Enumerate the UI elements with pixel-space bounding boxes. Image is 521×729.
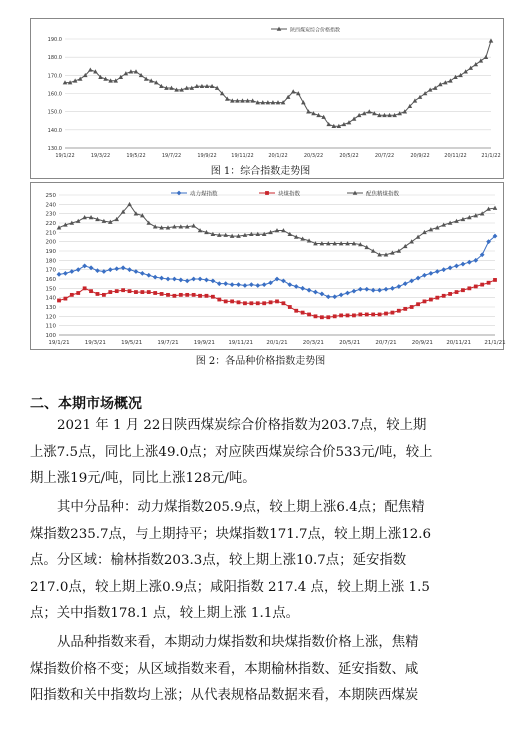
data-point — [217, 298, 221, 302]
data-point — [493, 278, 497, 282]
data-point — [108, 267, 113, 272]
y-tick-label: 130 — [45, 305, 56, 311]
paragraph-2 — [30, 495, 494, 628]
data-point — [365, 313, 369, 317]
y-tick-label: 120 — [45, 314, 56, 321]
series-points — [57, 278, 497, 319]
x-tick-label: 20/9/21 — [411, 340, 433, 346]
data-point — [294, 309, 298, 313]
legend-marker — [177, 191, 182, 196]
data-point — [391, 311, 395, 315]
data-point — [455, 290, 459, 294]
y-tick-label: 230 — [45, 211, 56, 218]
x-tick-label: 19/1/22 — [55, 153, 75, 159]
paragraph-1 — [30, 413, 494, 493]
data-point — [243, 283, 248, 288]
y-tick-label: 100 — [45, 333, 56, 339]
paragraph-line: 其中分品种：动力煤指数205.9点，较上期上涨6.4点；配焦精 — [57, 500, 425, 515]
data-point — [70, 293, 74, 297]
data-point — [115, 289, 119, 293]
data-point — [442, 294, 446, 298]
data-point — [78, 77, 83, 81]
data-point — [346, 314, 350, 318]
data-point — [204, 278, 209, 283]
data-point — [301, 311, 305, 315]
data-point — [320, 315, 324, 319]
data-point — [236, 282, 241, 287]
paragraph-line: 217.0点，较上期上涨0.9点；咸阳指数 217.4 点，较上期上涨 1.5 — [30, 579, 430, 595]
data-point — [300, 286, 305, 291]
y-tick-label: 240 — [45, 202, 56, 209]
figure-2-caption: 图 2：各品种价格指数走势图 — [195, 356, 326, 367]
data-point — [179, 293, 183, 297]
data-point — [243, 301, 247, 305]
data-point — [268, 280, 273, 285]
x-tick-label: 19/11/21 — [228, 340, 254, 346]
data-point — [166, 277, 171, 282]
data-point — [159, 276, 164, 281]
x-tick-label: 19/3/21 — [84, 340, 106, 346]
data-point — [57, 272, 62, 277]
legend-item — [259, 190, 301, 198]
y-tick-label: 140.0 — [47, 127, 62, 134]
data-point — [127, 202, 132, 206]
data-point — [217, 281, 222, 286]
paragraph-line: 煤指数价格不变；从区域指数来看，本期榆林指数、延安指数、咸 — [30, 661, 419, 677]
data-point — [89, 289, 93, 293]
y-tick-label: 160 — [45, 277, 56, 283]
x-tick-label: 19/7/21 — [157, 340, 179, 346]
x-tick-label: 20/3/22 — [303, 153, 324, 159]
x-tick-label: 21/1/21 — [484, 340, 506, 346]
data-point — [352, 289, 357, 294]
data-point — [410, 305, 414, 309]
y-tick-label: 170.0 — [47, 73, 62, 80]
figure-2-frame — [30, 182, 504, 350]
x-tick-label: 20/11/22 — [444, 153, 467, 159]
data-point — [255, 283, 260, 288]
data-point — [83, 286, 87, 290]
data-point — [191, 223, 196, 227]
y-tick-label: 170 — [45, 267, 56, 274]
data-point — [345, 291, 350, 296]
x-tick-label: 21/1/22 — [481, 153, 501, 159]
legend-item — [347, 190, 400, 198]
data-point — [307, 313, 311, 317]
data-point — [262, 301, 266, 305]
y-tick-label: 190.0 — [47, 37, 62, 43]
data-point — [467, 286, 471, 290]
data-point — [140, 271, 145, 276]
figure-1-frame — [30, 18, 504, 179]
data-point — [461, 288, 465, 292]
paragraph-line: 2021 年 1 月 22日陕西煤炭综合价格指数为203.7点，较上期 — [57, 418, 427, 433]
data-point — [326, 315, 330, 319]
y-tick-label: 250 — [45, 193, 56, 199]
data-point — [378, 313, 382, 317]
data-point — [108, 290, 112, 294]
data-point — [178, 278, 183, 283]
data-point — [418, 95, 423, 99]
data-point — [82, 264, 87, 269]
y-tick-label: 200 — [45, 239, 56, 246]
data-point — [423, 300, 427, 304]
x-tick-label: 20/5/22 — [339, 153, 359, 159]
data-point — [480, 283, 484, 287]
data-point — [64, 297, 68, 301]
data-point — [339, 292, 344, 297]
data-point — [435, 296, 439, 300]
x-tick-label: 19/3/22 — [90, 153, 111, 159]
data-point — [256, 301, 260, 305]
data-point — [287, 282, 292, 287]
data-point — [275, 300, 279, 304]
data-point — [473, 62, 478, 66]
data-point — [76, 291, 80, 295]
y-tick-label: 130.0 — [47, 146, 62, 152]
data-point — [114, 266, 119, 271]
data-point — [339, 314, 343, 318]
data-point — [352, 117, 357, 121]
data-point — [413, 98, 418, 102]
data-point — [63, 271, 68, 276]
data-point — [282, 301, 286, 305]
data-point — [205, 294, 209, 298]
data-point — [198, 294, 202, 298]
series-line — [59, 236, 495, 297]
data-point — [191, 277, 196, 282]
data-point — [249, 301, 253, 305]
data-point — [371, 313, 375, 317]
data-point — [146, 273, 151, 278]
data-point — [230, 300, 234, 304]
data-point — [88, 67, 93, 71]
y-tick-label: 180 — [45, 258, 56, 265]
data-point — [237, 300, 241, 304]
paragraph-line: 点；关中指数178.1 点，较上期上涨 1.1点。 — [30, 606, 300, 621]
data-point — [134, 290, 138, 294]
data-point — [333, 314, 337, 318]
legend-label: 陕西煤炭综合价格指数 — [290, 27, 341, 34]
data-point — [288, 305, 292, 309]
data-point — [493, 206, 498, 210]
legend-item — [271, 27, 340, 34]
data-point — [128, 289, 132, 293]
x-tick-label: 20/7/22 — [374, 153, 395, 159]
data-point — [147, 290, 151, 294]
data-point — [159, 84, 164, 88]
x-tick-label: 19/5/22 — [126, 153, 146, 159]
paragraph-line: 期上涨19元/吨，同比上涨128元/吨。 — [30, 471, 256, 486]
data-point — [172, 277, 177, 282]
data-point — [347, 120, 352, 124]
data-point — [403, 281, 408, 286]
data-point — [313, 290, 318, 295]
data-point — [76, 219, 81, 223]
data-point — [301, 100, 306, 104]
data-point — [224, 300, 228, 304]
data-point — [319, 292, 324, 297]
y-tick-label: 110 — [45, 323, 56, 330]
y-tick-label: 160.0 — [47, 91, 62, 98]
y-tick-label: 210 — [45, 230, 56, 237]
y-tick-label: 150 — [45, 286, 56, 293]
data-point — [249, 282, 254, 287]
data-point — [487, 281, 491, 285]
data-point — [102, 293, 106, 297]
legend-label: 配焦精煤指数 — [366, 191, 400, 198]
x-tick-label: 20/11/21 — [446, 340, 472, 346]
x-tick-label: 19/1/21 — [48, 340, 70, 346]
data-point — [153, 291, 157, 295]
x-tick-label: 20/7/21 — [375, 340, 397, 346]
y-tick-label: 150.0 — [47, 109, 62, 116]
x-tick-label: 20/5/21 — [339, 340, 361, 346]
data-point — [384, 312, 388, 316]
data-point — [140, 290, 144, 294]
data-point — [448, 292, 452, 296]
data-point — [448, 78, 453, 82]
data-point — [416, 302, 420, 306]
y-tick-label: 220 — [45, 221, 56, 227]
data-point — [326, 294, 331, 299]
data-point — [223, 281, 228, 286]
figure-1-caption: 图 1：综合指数走势图 — [210, 166, 311, 177]
data-point — [429, 298, 433, 302]
data-point — [160, 292, 164, 296]
series-points — [63, 38, 494, 128]
data-point — [57, 299, 61, 303]
paragraph-line: 点。分区域：榆林指数203.3点，较上期上涨10.7点；延安指数 — [30, 553, 407, 568]
chart-composite-index — [31, 19, 503, 178]
data-point — [192, 293, 196, 297]
data-point — [96, 292, 100, 296]
data-point — [332, 294, 337, 299]
legend-marker — [265, 191, 269, 195]
data-point — [144, 77, 149, 81]
data-point — [479, 58, 484, 62]
data-point — [358, 313, 362, 317]
data-point — [314, 314, 318, 318]
x-tick-label: 20/9/22 — [410, 153, 430, 159]
data-point — [403, 307, 407, 311]
data-point — [384, 287, 389, 292]
data-point — [173, 294, 177, 298]
data-point — [454, 264, 459, 269]
data-point — [428, 271, 433, 276]
legend-item — [171, 190, 218, 198]
y-tick-label: 180.0 — [47, 55, 62, 62]
data-point — [198, 277, 203, 282]
data-point — [275, 277, 280, 282]
section-heading: 二、本期市场概况 — [30, 396, 142, 412]
x-tick-label: 19/11/22 — [231, 153, 254, 159]
data-point — [422, 273, 427, 278]
data-point — [441, 267, 446, 272]
y-tick-label: 190 — [45, 249, 56, 255]
data-point — [76, 267, 81, 272]
data-point — [121, 288, 125, 292]
data-point — [153, 224, 158, 228]
data-point — [390, 286, 395, 291]
x-tick-label: 20/3/21 — [302, 340, 324, 346]
x-tick-label: 19/7/22 — [161, 153, 182, 159]
data-point — [185, 293, 189, 297]
data-point — [358, 287, 363, 292]
data-point — [127, 267, 132, 272]
data-point — [416, 276, 421, 281]
data-point — [262, 282, 267, 287]
x-tick-label: 20/1/21 — [266, 340, 288, 346]
data-point — [433, 86, 438, 90]
legend-label: 动力煤指数 — [190, 191, 218, 198]
paragraph-line: 上涨7.5点，同比上涨49.0点；对应陕西煤炭综合价533元/吨，较上 — [30, 444, 433, 460]
chart-category-indices — [31, 183, 506, 349]
data-point — [364, 287, 369, 292]
x-tick-label: 19/5/21 — [121, 340, 143, 346]
legend-label: 块煤指数 — [278, 191, 301, 198]
x-tick-label: 20/1/22 — [268, 153, 288, 159]
y-tick-label: 140 — [45, 295, 56, 302]
data-point — [468, 66, 473, 70]
data-point — [230, 282, 235, 287]
paragraph-line: 阳指数和关中指数均上涨；从代表规格品数据来看，本期陕西煤炭 — [30, 688, 419, 703]
data-point — [397, 309, 401, 313]
data-point — [463, 69, 468, 73]
x-tick-label: 19/9/21 — [193, 340, 215, 346]
data-point — [352, 314, 356, 318]
paragraph-line: 从品种指数来看，本期动力煤指数和块煤指数价格上涨，焦精 — [57, 635, 419, 650]
data-point — [269, 300, 273, 304]
x-tick-label: 19/9/22 — [197, 153, 217, 159]
paragraph-line: 煤指数235.7点，与上期持平；块煤指数171.7点，较上期上涨12.6 — [30, 526, 432, 542]
series-line — [65, 41, 491, 126]
data-point — [474, 285, 478, 289]
data-point — [211, 295, 215, 299]
data-point — [166, 293, 170, 297]
data-point — [291, 89, 296, 93]
paragraph-3 — [30, 630, 494, 710]
series-points — [57, 202, 498, 257]
data-point — [95, 268, 100, 273]
data-point — [461, 262, 466, 267]
